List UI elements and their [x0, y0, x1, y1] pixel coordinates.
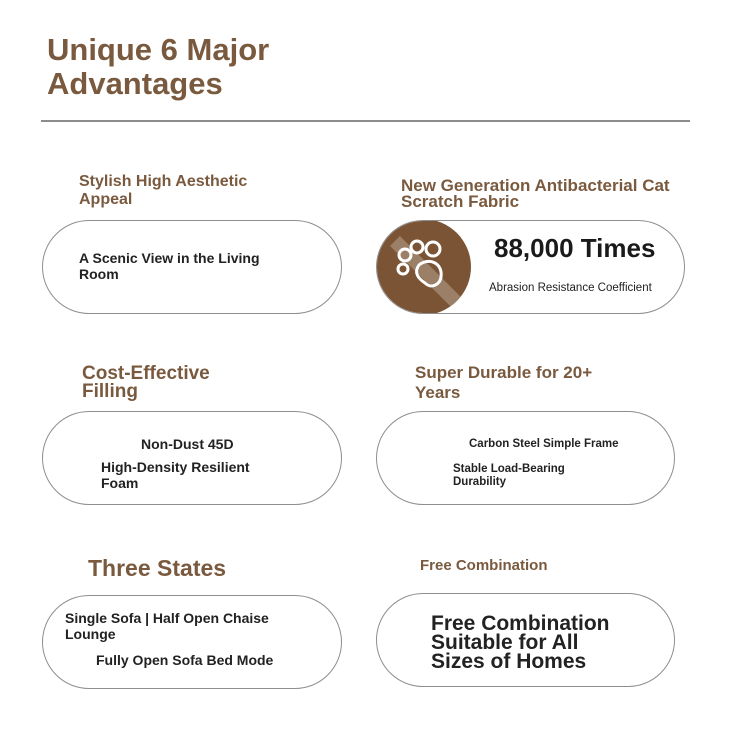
page-title: Unique 6 Major Advantages — [47, 32, 270, 101]
abrasion-caption: Abrasion Resistance Coefficient — [489, 282, 652, 294]
feature-card-aesthetic — [42, 220, 342, 314]
combination-text: Free Combination Suitable for All Sizes of Homes — [431, 612, 610, 673]
feature-heading-filling: Cost-Effective Filling — [82, 363, 210, 402]
feature-heading-aesthetic: Stylish High Aesthetic Appeal — [79, 173, 248, 208]
title-divider — [41, 120, 690, 122]
feature-heading-states: Three States — [88, 555, 227, 581]
frame-text: Carbon Steel Simple Frame — [469, 438, 619, 450]
cat-paw-badge — [376, 220, 471, 314]
feature-heading-fabric: New Generation Antibacterial Cat Scratch Fabric — [401, 176, 670, 211]
feature-card-filling — [42, 411, 342, 505]
feature-text-living-room: A Scenic View in the Living Room — [79, 250, 260, 282]
feature-card-fabric — [376, 220, 685, 314]
load-bearing-text: Stable Load-Bearing Durability — [453, 463, 565, 488]
cat-paw-icon — [376, 220, 471, 314]
states-text-sofa-chaise: Single Sofa | Half Open Chaise Lounge — [65, 610, 269, 642]
foam-type-text: High-Density Resilient Foam — [101, 459, 250, 491]
feature-heading-combination: Free Combination — [420, 557, 548, 574]
feature-card-combination — [376, 593, 675, 687]
foam-density-text: Non-Dust 45D — [141, 436, 234, 452]
abrasion-number: 88,000 Times — [494, 233, 656, 263]
feature-heading-durable: Super Durable for 20+ Years — [415, 363, 593, 402]
states-text-bed-mode: Fully Open Sofa Bed Mode — [96, 652, 274, 668]
feature-card-durable — [376, 411, 675, 505]
feature-card-states — [42, 595, 342, 689]
